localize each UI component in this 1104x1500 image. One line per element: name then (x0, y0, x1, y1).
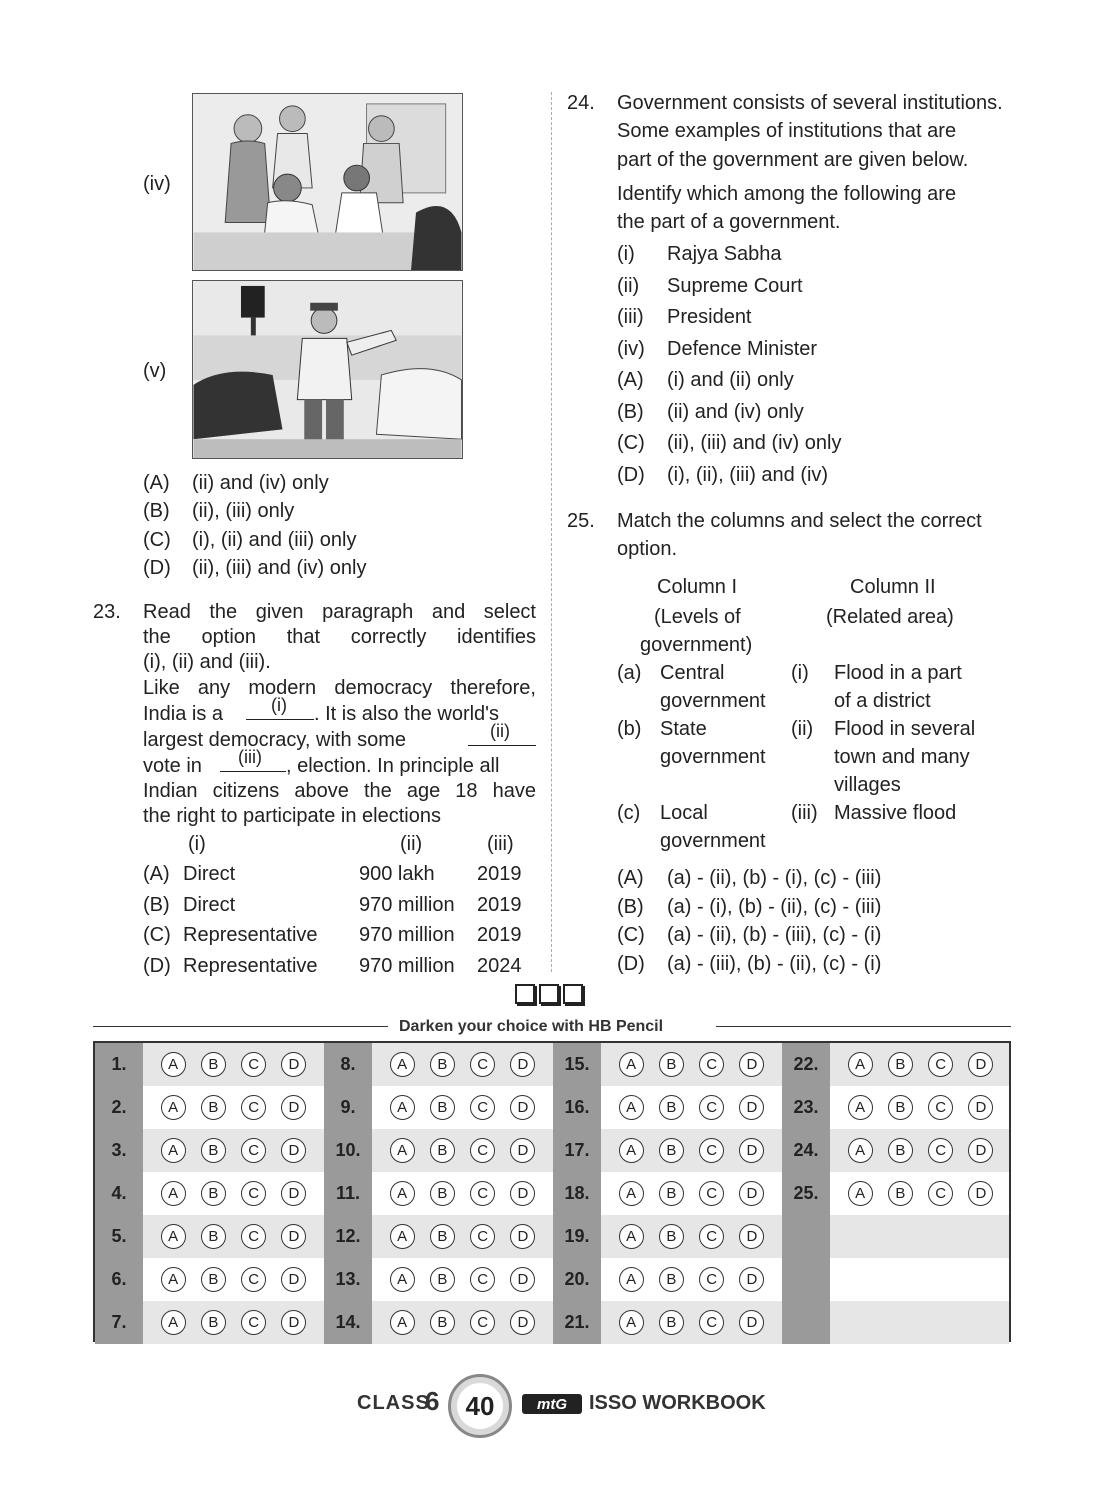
q24-item-ii-num: (ii) (617, 275, 640, 297)
q23-option-b-c3: 2019 (477, 894, 522, 916)
bubble-group (372, 1258, 553, 1301)
bubble-group (143, 1301, 324, 1344)
answer-row (95, 1215, 1009, 1258)
answer-bubble-c[interactable]: C (699, 1310, 724, 1335)
q25-row-b-right1: Flood in several (834, 718, 976, 740)
bubble-group (830, 1258, 1011, 1301)
answer-bubble-d[interactable]: D (510, 1181, 535, 1206)
answer-bubble-d[interactable]: D (968, 1138, 993, 1163)
q25-row-a-num: (i) (791, 662, 809, 684)
bubble-group (601, 1172, 782, 1215)
marker-box (539, 984, 559, 1004)
question-number: 23. (782, 1086, 830, 1129)
bubble-group (830, 1215, 1011, 1258)
question-number: 24. (782, 1129, 830, 1172)
q24-line3: part of the government are given below. (617, 149, 969, 171)
answer-bubble-a[interactable]: A (848, 1052, 873, 1077)
bubble-group (372, 1301, 553, 1344)
answer-bubble-a[interactable]: A (161, 1267, 186, 1292)
answer-bubble-a[interactable]: A (161, 1181, 186, 1206)
answer-bubble-d[interactable]: D (739, 1181, 764, 1206)
q23-option-d-c3: 2024 (477, 955, 522, 977)
answer-bubble-a[interactable]: A (161, 1310, 186, 1335)
q25-row-a-label: (a) (617, 662, 642, 684)
q23-option-a-c2: 900 lakh (359, 863, 435, 885)
q25-row-c-left1: Local (660, 802, 708, 824)
q23-para-line2-start: India is a (143, 703, 224, 725)
answer-bubble-c[interactable]: C (241, 1095, 266, 1120)
question-number: 13. (324, 1258, 372, 1301)
q25-row-b-left2: government (660, 746, 766, 768)
q22-option-c-letter: (C) (143, 529, 171, 551)
answer-bubble-c[interactable]: C (241, 1224, 266, 1249)
bubble-group (143, 1086, 324, 1129)
marker-box (515, 984, 535, 1004)
blank-i (246, 695, 314, 720)
answer-bubble-d[interactable]: D (739, 1310, 764, 1335)
bubble-group (143, 1129, 324, 1172)
answer-bubble-a[interactable]: A (161, 1224, 186, 1249)
q23-option-b-c1: Direct (183, 894, 236, 916)
question-number: 21. (553, 1301, 601, 1344)
mtg-logo: mtG (522, 1394, 582, 1414)
question-number (782, 1215, 830, 1258)
question-number: 11. (324, 1172, 372, 1215)
bubble-group (372, 1086, 553, 1129)
answer-bubble-b[interactable]: B (201, 1138, 226, 1163)
answer-bubble-b[interactable]: B (430, 1181, 455, 1206)
answer-bubble-c[interactable]: C (241, 1138, 266, 1163)
question-number: 2. (95, 1086, 143, 1129)
question-number: 6. (95, 1258, 143, 1301)
answer-bubble-c[interactable]: C (699, 1224, 724, 1249)
q24-line2: Some examples of institutions that are (617, 120, 957, 142)
answer-bubble-d[interactable]: D (968, 1052, 993, 1077)
q25-option-b-letter: (B) (617, 896, 644, 918)
bubble-group (372, 1215, 553, 1258)
answer-bubble-b[interactable]: B (888, 1181, 913, 1206)
q24-item-iii-text: President (667, 306, 752, 328)
q23-para-line5: Indian citizens above the age 18 have (143, 780, 536, 802)
answer-bubble-b[interactable]: B (430, 1224, 455, 1249)
hospital-illustration (192, 93, 463, 271)
bubble-group (372, 1129, 553, 1172)
answer-row (95, 1258, 1009, 1301)
answer-bubble-a[interactable]: A (619, 1181, 644, 1206)
answer-bubble-d[interactable]: D (739, 1138, 764, 1163)
q25-row-b-left1: State (660, 718, 707, 740)
answer-bubble-a[interactable]: A (619, 1224, 644, 1249)
traffic-police-illustration (192, 280, 463, 459)
question-number: 17. (553, 1129, 601, 1172)
blank-iii-label: (iii) (238, 747, 262, 767)
answer-bubble-a[interactable]: A (390, 1224, 415, 1249)
q23-para-line1: Like any modern democracy therefore, (143, 677, 536, 699)
answer-bubble-d[interactable]: D (968, 1181, 993, 1206)
answer-bubble-a[interactable]: A (390, 1310, 415, 1335)
answer-bubble-c[interactable]: C (699, 1181, 724, 1206)
bubble-group (830, 1086, 1011, 1129)
answer-bubble-c[interactable]: C (470, 1267, 495, 1292)
question-number: 22. (782, 1043, 830, 1086)
q24-line4: Identify which among the following are (617, 183, 957, 205)
sheet-title-rule-left (93, 1026, 388, 1027)
question-number: 25. (782, 1172, 830, 1215)
answer-bubble-a[interactable]: A (848, 1138, 873, 1163)
q24-option-b-letter: (B) (617, 401, 644, 423)
q24-option-a-letter: (A) (617, 369, 644, 391)
answer-bubble-c[interactable]: C (928, 1095, 953, 1120)
answer-bubble-d[interactable]: D (739, 1267, 764, 1292)
bubble-group (601, 1258, 782, 1301)
q25-row-c-num: (iii) (791, 802, 818, 824)
blank-ii (468, 721, 536, 746)
answer-bubble-d[interactable]: D (281, 1310, 306, 1335)
q24-number: 24. (567, 92, 595, 114)
image-v-label: (v) (143, 360, 167, 382)
q23-option-c-c1: Representative (183, 924, 318, 946)
q25-option-c-letter: (C) (617, 924, 645, 946)
bubble-group (372, 1172, 553, 1215)
bubble-group (601, 1043, 782, 1086)
q24-item-ii-text: Supreme Court (667, 275, 803, 297)
q23-col-header-ii: (ii) (400, 833, 423, 855)
answer-bubble-d[interactable]: D (739, 1224, 764, 1249)
bubble-group (143, 1043, 324, 1086)
answer-sheet-title: Darken your choice with HB Pencil (399, 1018, 664, 1035)
answer-bubble-d[interactable]: D (281, 1267, 306, 1292)
q23-para-line4-start: vote in (143, 755, 202, 777)
answer-bubble-c[interactable]: C (470, 1224, 495, 1249)
answer-bubble-d[interactable]: D (510, 1095, 535, 1120)
q24-option-c-text: (ii), (iii) and (iv) only (667, 432, 842, 454)
q22-option-c-text: (i), (ii) and (iii) only (192, 529, 357, 551)
q25-row-a-left1: Central (660, 662, 725, 684)
q22-option-b-text: (ii), (iii) only (192, 500, 295, 522)
q25-number: 25. (567, 510, 595, 532)
answer-bubble-b[interactable]: B (659, 1095, 684, 1120)
q25-col2-sub: (Related area) (826, 606, 954, 628)
question-number (782, 1301, 830, 1344)
answer-bubble-a[interactable]: A (161, 1138, 186, 1163)
page-number: 40 (457, 1383, 503, 1429)
q23-col-header-iii: (iii) (487, 833, 514, 855)
q25-option-d-letter: (D) (617, 953, 645, 975)
answer-bubble-c[interactable]: C (241, 1310, 266, 1335)
q23-option-d-letter: (D) (143, 955, 171, 977)
bubble-group (143, 1258, 324, 1301)
answer-bubble-b[interactable]: B (430, 1095, 455, 1120)
q25-row-a-left2: government (660, 690, 766, 712)
q24-item-iii-num: (iii) (617, 306, 644, 328)
q23-option-c-letter: (C) (143, 924, 171, 946)
answer-bubble-d[interactable]: D (739, 1095, 764, 1120)
bubble-group (601, 1086, 782, 1129)
answer-row (95, 1129, 1009, 1172)
q23-option-c-c2: 970 million (359, 924, 455, 946)
question-number: 20. (553, 1258, 601, 1301)
question-number (782, 1258, 830, 1301)
question-number: 9. (324, 1086, 372, 1129)
q24-option-a-text: (i) and (ii) only (667, 369, 794, 391)
answer-bubble-c[interactable]: C (241, 1052, 266, 1077)
q22-option-d-letter: (D) (143, 557, 171, 579)
answer-bubble-c[interactable]: C (470, 1310, 495, 1335)
answer-bubble-c[interactable]: C (241, 1181, 266, 1206)
bubble-group (143, 1215, 324, 1258)
answer-bubble-c[interactable]: C (928, 1181, 953, 1206)
q25-line1: Match the columns and select the correct (617, 510, 982, 532)
q25-option-d-text: (a) - (iii), (b) - (ii), (c) - (i) (667, 953, 882, 975)
answer-bubble-b[interactable]: B (888, 1095, 913, 1120)
answer-bubble-d[interactable]: D (281, 1181, 306, 1206)
q23-para-line3: largest democracy, with some (143, 729, 407, 751)
answer-bubble-a[interactable]: A (390, 1267, 415, 1292)
q25-col1-sub1: (Levels of (654, 606, 741, 628)
bubble-group (830, 1172, 1011, 1215)
bubble-group (830, 1301, 1011, 1344)
answer-bubble-c[interactable]: C (699, 1267, 724, 1292)
q23-option-a-letter: (A) (143, 863, 170, 885)
blank-i-label: (i) (271, 695, 287, 715)
answer-bubble-c[interactable]: C (699, 1052, 724, 1077)
question-number: 8. (324, 1043, 372, 1086)
answer-bubble-b[interactable]: B (659, 1267, 684, 1292)
answer-bubble-d[interactable]: D (510, 1052, 535, 1077)
answer-bubble-a[interactable]: A (619, 1267, 644, 1292)
q24-option-d-letter: (D) (617, 464, 645, 486)
q23-stem-line1: Read the given paragraph and select (143, 601, 536, 623)
question-number: 12. (324, 1215, 372, 1258)
answer-bubble-a[interactable]: A (390, 1095, 415, 1120)
answer-bubble-b[interactable]: B (201, 1095, 226, 1120)
answer-bubble-a[interactable]: A (390, 1052, 415, 1077)
q25-row-a-right1: Flood in a part (834, 662, 962, 684)
answer-bubble-d[interactable]: D (281, 1095, 306, 1120)
q25-row-c-label: (c) (617, 802, 641, 824)
answer-bubble-a[interactable]: A (161, 1095, 186, 1120)
q24-line5: the part of a government. (617, 211, 841, 233)
question-number: 4. (95, 1172, 143, 1215)
answer-row (95, 1172, 1009, 1215)
footer-workbook-title: ISSO WORKBOOK (589, 1392, 766, 1414)
q25-row-b-right3: villages (834, 774, 901, 796)
answer-bubble-b[interactable]: B (430, 1310, 455, 1335)
answer-bubble-b[interactable]: B (659, 1181, 684, 1206)
q22-option-a-letter: (A) (143, 472, 170, 494)
page-number-badge (448, 1374, 512, 1438)
question-number: 10. (324, 1129, 372, 1172)
question-number: 7. (95, 1301, 143, 1344)
answer-bubble-d[interactable]: D (281, 1224, 306, 1249)
q23-para-line2-end: . It is also the world's (314, 703, 499, 725)
answer-bubble-d[interactable]: D (968, 1095, 993, 1120)
q24-item-i-num: (i) (617, 243, 635, 265)
q25-option-a-letter: (A) (617, 867, 644, 889)
q25-row-b-right2: town and many (834, 746, 970, 768)
q23-option-a-c1: Direct (183, 863, 236, 885)
question-number: 14. (324, 1301, 372, 1344)
answer-bubble-a[interactable]: A (619, 1138, 644, 1163)
blank-ii-label: (ii) (490, 721, 510, 741)
answer-bubble-b[interactable]: B (659, 1310, 684, 1335)
q25-row-b-num: (ii) (791, 718, 814, 740)
column-divider (551, 92, 552, 972)
answer-bubble-d[interactable]: D (281, 1138, 306, 1163)
q23-option-b-c2: 970 million (359, 894, 455, 916)
q23-option-c-c3: 2019 (477, 924, 522, 946)
answer-bubble-b[interactable]: B (659, 1052, 684, 1077)
q24-option-c-letter: (C) (617, 432, 645, 454)
q22-option-b-letter: (B) (143, 500, 170, 522)
question-number: 18. (553, 1172, 601, 1215)
q23-stem-line3: (i), (ii) and (iii). (143, 651, 271, 673)
question-number: 3. (95, 1129, 143, 1172)
question-number: 19. (553, 1215, 601, 1258)
answer-bubble-a[interactable]: A (848, 1095, 873, 1120)
answer-bubble-b[interactable]: B (659, 1224, 684, 1249)
question-number: 15. (553, 1043, 601, 1086)
q25-col2-head: Column II (850, 576, 936, 598)
answer-bubble-c[interactable]: C (470, 1052, 495, 1077)
q23-number: 23. (93, 601, 121, 623)
q23-option-d-c2: 970 million (359, 955, 455, 977)
answer-bubble-b[interactable]: B (201, 1181, 226, 1206)
bubble-group (601, 1215, 782, 1258)
answer-bubble-c[interactable]: C (699, 1138, 724, 1163)
q23-para-line6: the right to participate in elections (143, 805, 441, 827)
q23-col-header-i: (i) (188, 833, 206, 855)
answer-bubble-d[interactable]: D (510, 1310, 535, 1335)
answer-bubble-d[interactable]: D (510, 1224, 535, 1249)
answer-bubble-b[interactable]: B (430, 1052, 455, 1077)
answer-row (95, 1086, 1009, 1129)
q25-row-c-left2: government (660, 830, 766, 852)
answer-bubble-b[interactable]: B (201, 1310, 226, 1335)
answer-bubble-c[interactable]: C (699, 1095, 724, 1120)
q25-line2: option. (617, 538, 678, 560)
q23-para-line4-end: , election. In principle all (286, 755, 500, 777)
answer-bubble-b[interactable]: B (888, 1052, 913, 1077)
answer-bubble-c[interactable]: C (470, 1138, 495, 1163)
answer-bubble-b[interactable]: B (201, 1052, 226, 1077)
q25-option-c-text: (a) - (ii), (b) - (iii), (c) - (i) (667, 924, 882, 946)
q24-line1: Government consists of several institutions. (617, 92, 1003, 114)
answer-sheet (93, 1041, 1011, 1342)
bubble-group (143, 1172, 324, 1215)
answer-bubble-b[interactable]: B (201, 1267, 226, 1292)
answer-bubble-a[interactable]: A (619, 1052, 644, 1077)
q25-col1-sub2: government) (640, 634, 753, 656)
answer-row (95, 1301, 1009, 1344)
answer-bubble-a[interactable]: A (161, 1052, 186, 1077)
bubble-group (372, 1043, 553, 1086)
bubble-group (601, 1301, 782, 1344)
q23-option-a-c3: 2019 (477, 863, 522, 885)
q23-option-b-letter: (B) (143, 894, 170, 916)
q25-row-c-right1: Massive flood (834, 802, 957, 824)
q22-option-d-text: (ii), (iii) and (iv) only (192, 557, 367, 579)
answer-bubble-a[interactable]: A (390, 1138, 415, 1163)
image-iv-label: (iv) (143, 173, 171, 195)
bubble-group (830, 1129, 1011, 1172)
answer-bubble-b[interactable]: B (430, 1138, 455, 1163)
bubble-group (830, 1043, 1011, 1086)
q25-row-b-label: (b) (617, 718, 642, 740)
answer-bubble-b[interactable]: B (659, 1138, 684, 1163)
answer-bubble-c[interactable]: C (928, 1138, 953, 1163)
footer-class-number: 6 (425, 1386, 440, 1416)
answer-bubble-a[interactable]: A (390, 1181, 415, 1206)
q25-option-a-text: (a) - (ii), (b) - (i), (c) - (iii) (667, 867, 882, 889)
answer-bubble-d[interactable]: D (510, 1267, 535, 1292)
answer-bubble-a[interactable]: A (619, 1310, 644, 1335)
footer-class-label: CLASS (357, 1392, 430, 1414)
answer-bubble-b[interactable]: B (201, 1224, 226, 1249)
q23-stem-line2: the option that correctly identifies (143, 626, 536, 648)
q25-row-a-right2: of a district (834, 690, 931, 712)
q24-item-i-text: Rajya Sabha (667, 243, 782, 265)
question-number: 1. (95, 1043, 143, 1086)
answer-bubble-b[interactable]: B (430, 1267, 455, 1292)
q24-option-d-text: (i), (ii), (iii) and (iv) (667, 464, 829, 486)
question-number: 16. (553, 1086, 601, 1129)
blank-iii (220, 747, 286, 772)
answer-bubble-b[interactable]: B (888, 1138, 913, 1163)
traffic-police-illustration-graphic (193, 281, 462, 458)
q25-option-b-text: (a) - (i), (b) - (ii), (c) - (iii) (667, 896, 882, 918)
question-number: 5. (95, 1215, 143, 1258)
answer-bubble-c[interactable]: C (470, 1095, 495, 1120)
end-of-section-marker (515, 984, 583, 1004)
answer-bubble-c[interactable]: C (928, 1052, 953, 1077)
hospital-illustration-graphic (193, 94, 462, 270)
q22-option-a-text: (ii) and (iv) only (192, 472, 329, 494)
q24-option-b-text: (ii) and (iv) only (667, 401, 804, 423)
answer-bubble-c[interactable]: C (241, 1267, 266, 1292)
q25-col1-head: Column I (657, 576, 738, 598)
answer-bubble-d[interactable]: D (739, 1052, 764, 1077)
q24-item-iv-text: Defence Minister (667, 338, 818, 360)
bubble-group (601, 1129, 782, 1172)
marker-box (563, 984, 583, 1004)
answer-bubble-c[interactable]: C (470, 1181, 495, 1206)
sheet-title-rule-right (716, 1026, 1011, 1027)
answer-bubble-d[interactable]: D (510, 1138, 535, 1163)
answer-bubble-d[interactable]: D (281, 1052, 306, 1077)
answer-bubble-a[interactable]: A (619, 1095, 644, 1120)
answer-bubble-a[interactable]: A (848, 1181, 873, 1206)
q24-item-iv-num: (iv) (617, 338, 645, 360)
answer-row (95, 1043, 1009, 1086)
q23-option-d-c1: Representative (183, 955, 318, 977)
